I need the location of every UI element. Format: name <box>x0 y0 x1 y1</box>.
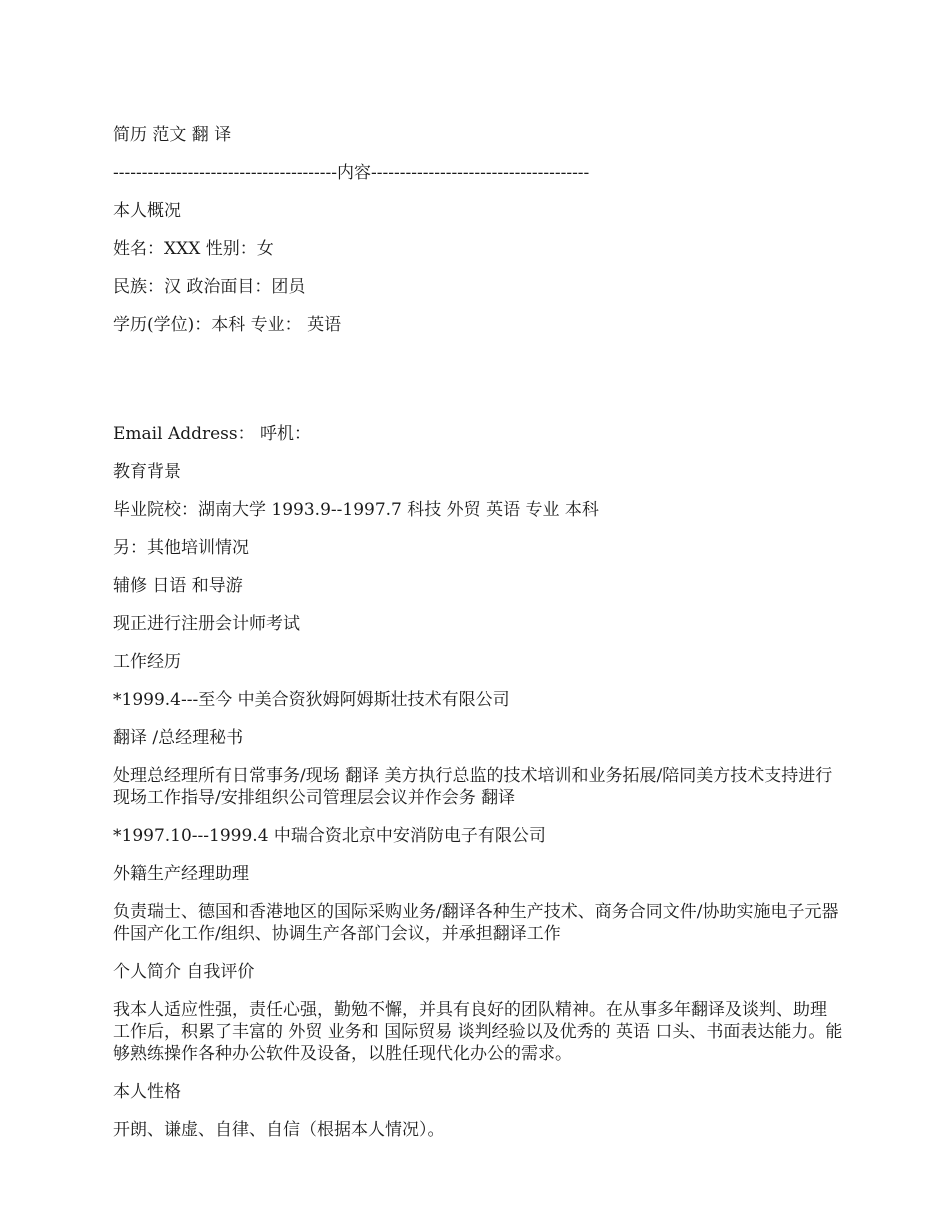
job2-duties-paragraph: 负责瑞士、德国和香港地区的国际采购业务/翻译各种生产技术、商务合同文件/协助实施电子元器件国产化工作/组织、协调生产各部门会议，并承担翻译工作 <box>113 902 839 944</box>
minor-line: 辅修 日语 和导游 <box>113 576 243 596</box>
section-heading-personality: 本人性格 <box>113 1082 181 1102</box>
section-heading-work: 工作经历 <box>113 652 181 672</box>
job2-title-line: 外籍生产经理助理 <box>113 864 249 884</box>
blank-space <box>113 352 843 423</box>
job1-period-line: *1999.4---至今 中美合资狄姆阿姆斯壮技术有限公司 <box>113 690 510 710</box>
name-gender-line: 姓名：XXX 性别：女 <box>113 239 274 259</box>
document-title: 简历 范文 翻 译 <box>113 125 232 145</box>
ethnicity-politics-line: 民族：汉 政治面目：团员 <box>113 277 306 297</box>
email-pager-line: Email Address： 呼机： <box>113 424 312 444</box>
school-line: 毕业院校：湖南大学 1993.9--1997.7 科技 外贸 英语 专业 本科 <box>113 500 599 520</box>
job1-duties-paragraph: 处理总经理所有日常事务/现场 翻译 美方执行总监的技术培训和业务拓展/陪同美方技术支持进行现场工作指导/安排组织公司管理层会议并作会务 翻译 <box>113 766 833 808</box>
self-evaluation-paragraph: 我本人适应性强，责任心强，勤勉不懈，并具有良好的团队精神。在从事多年翻译及谈判、助理工作后，积累了丰富的 外贸 业务和 国际贸易 谈判经验以及优秀的 英语 口头、书面表达能力。能够熟练操作各种办公软件及设备，以胜任现代化办公的需求。 <box>113 1000 843 1064</box>
job2-period-line: *1997.10---1999.4 中瑞合资北京中安消防电子有限公司 <box>113 826 546 846</box>
degree-major-line: 学历(学位)：本科 专业： 英语 <box>113 315 342 335</box>
personality-line: 开朗、谦虚、自律、自信（根据本人情况）。 <box>113 1120 445 1140</box>
section-heading-overview: 本人概况 <box>113 201 181 221</box>
other-training-line: 另：其他培训情况 <box>113 538 249 558</box>
cpa-line: 现正进行注册会计师考试 <box>113 614 300 634</box>
section-heading-profile: 个人简介 自我评价 <box>113 962 255 982</box>
job1-title-line: 翻译 /总经理秘书 <box>113 728 244 748</box>
resume-document <box>113 124 843 1157</box>
section-heading-education: 教育背景 <box>113 462 181 482</box>
content-divider: ---------------------------------------内容-------------------------------------- <box>113 163 590 183</box>
